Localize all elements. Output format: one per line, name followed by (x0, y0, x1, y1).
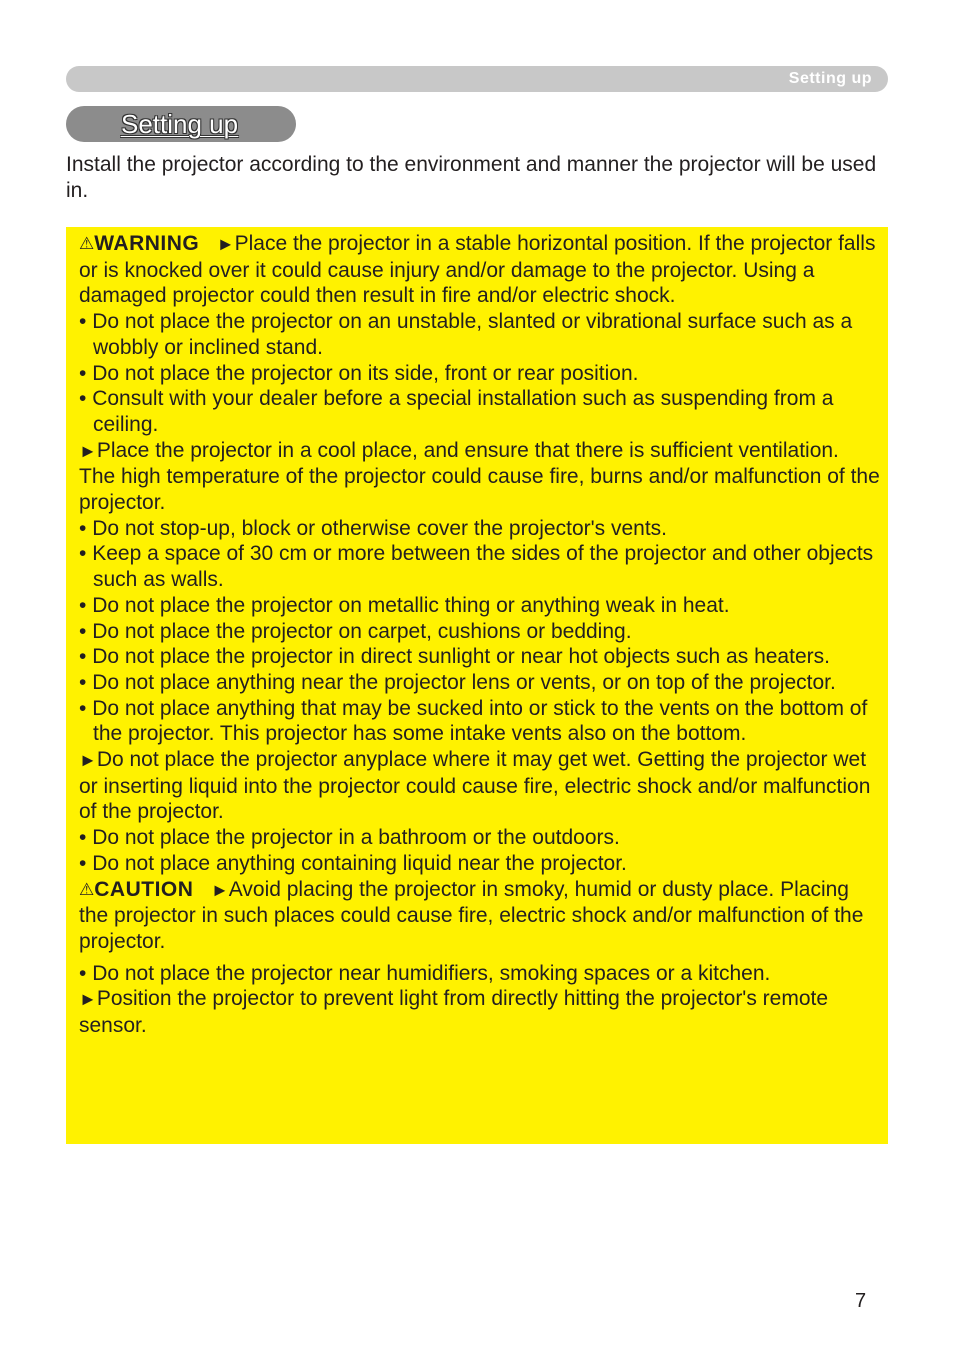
list-item (79, 361, 880, 387)
warning-lead-1 (79, 438, 880, 516)
list-item (79, 386, 880, 437)
bullet-icon: • (79, 310, 87, 334)
list-item (79, 619, 880, 645)
warning-box (66, 227, 888, 1144)
list-item (79, 644, 880, 670)
list-item-text: Do not stop-up, block or otherwise cover the projector's vents. (92, 516, 667, 540)
list-item (79, 593, 880, 619)
arrow-icon: ► (79, 750, 97, 771)
caution-label: CAUTION (94, 877, 194, 901)
caution-triangle-icon: ⚠ (79, 879, 95, 899)
list-item-text: Do not place the projector on its side, front or rear position. (92, 361, 639, 385)
caution-lead-2-text: Position the projector to prevent light from directly hitting the projector's remote sensor. (79, 987, 829, 1038)
bullet-icon: • (79, 645, 87, 669)
bullet-icon: • (79, 619, 87, 643)
bullet-icon: • (79, 961, 87, 985)
list-item (79, 961, 880, 987)
list-item-text: Do not place the projector near humidifiers, smoking spaces or a kitchen. (92, 961, 771, 985)
list-item (79, 670, 880, 696)
list-item (79, 541, 880, 592)
list-item-text: Do not place the projector on an unstable, slanted or vibrational surface such as a wobbly or inclined stand. (92, 310, 853, 359)
bullet-icon: • (79, 826, 87, 850)
title-pill (66, 106, 296, 142)
list-item-text: Do not place anything containing liquid near the projector. (92, 851, 627, 875)
arrow-icon: ► (216, 234, 235, 254)
list-item (79, 516, 880, 542)
bullet-icon: • (79, 542, 87, 566)
warning-lead-2 (79, 747, 880, 825)
section-header-bar (66, 66, 888, 92)
warning-lead-text: Place the projector in a cool place, and ensure that there is sufficient ventilation. The high temperature of the projector could cause fire, burns and/or malfunction of the projector. (79, 438, 880, 515)
list-item (79, 851, 880, 877)
warning-label: WARNING (94, 232, 200, 255)
bullet-icon: • (79, 361, 87, 385)
list-item (79, 696, 880, 747)
list-item-text: Do not place anything near the projector lens or vents, or on top of the projector. (92, 670, 836, 694)
caution-lead-2 (79, 986, 880, 1038)
section-header-label: Setting up (788, 70, 872, 87)
page-number: 7 (855, 1290, 867, 1312)
list-item-text: Do not place the projector in a bathroom or the outdoors. (92, 826, 620, 850)
caution-lead (79, 877, 880, 955)
bullet-icon: • (79, 696, 87, 720)
list-item (79, 825, 880, 851)
bullet-icon: • (79, 516, 87, 540)
arrow-icon: ► (79, 989, 97, 1010)
warning-lead-text: Place the projector in a stable horizontal position. If the projector falls or is knocked over it could cause injury and/or damage to the projector. Using a damaged projector could then result in fire and/or electric shock. (79, 232, 876, 308)
intro-paragraph: Install the projector according to the environment and manner the projector will be used in. (66, 153, 877, 202)
bullet-icon: • (79, 593, 87, 617)
list-item-text: Do not place the projector in direct sunlight or near hot objects such as heaters. (92, 645, 830, 669)
list-item-text: Do not place the projector on carpet, cushions or bedding. (92, 619, 632, 643)
warning-triangle-icon: ⚠ (79, 234, 95, 253)
warning-lead-text: Do not place the projector anyplace where it may get wet. Getting the projector wet or inserting liquid into the projector could cause fire, electric shock and/or malfunction of the projector. (79, 748, 871, 824)
list-item (79, 309, 880, 360)
arrow-icon: ► (210, 879, 229, 900)
bullet-icon: • (79, 851, 87, 875)
bullet-icon: • (79, 670, 87, 694)
warning-lead-0 (79, 231, 880, 309)
list-item-text: Consult with your dealer before a special installation such as suspending from a ceiling. (92, 387, 834, 436)
bullet-icon: • (79, 387, 87, 411)
list-item-text: Do not place anything that may be sucked into or stick to the vents on the bottom of the projector. This projector has some intake vents also on the bottom. (92, 696, 868, 746)
arrow-icon: ► (79, 440, 97, 461)
list-item-text: Do not place the projector on metallic thing or anything weak in heat. (92, 593, 730, 617)
list-item-text: Keep a space of 30 cm or more between the sides of the projector and other objects such as walls. (92, 542, 874, 592)
page-title: Setting up (121, 109, 239, 139)
caution-lead-text: Avoid placing the projector in smoky, humid or dusty place. Placing the projector in such places could cause fire, electric shock and/or malfunction of the projector. (79, 877, 864, 953)
